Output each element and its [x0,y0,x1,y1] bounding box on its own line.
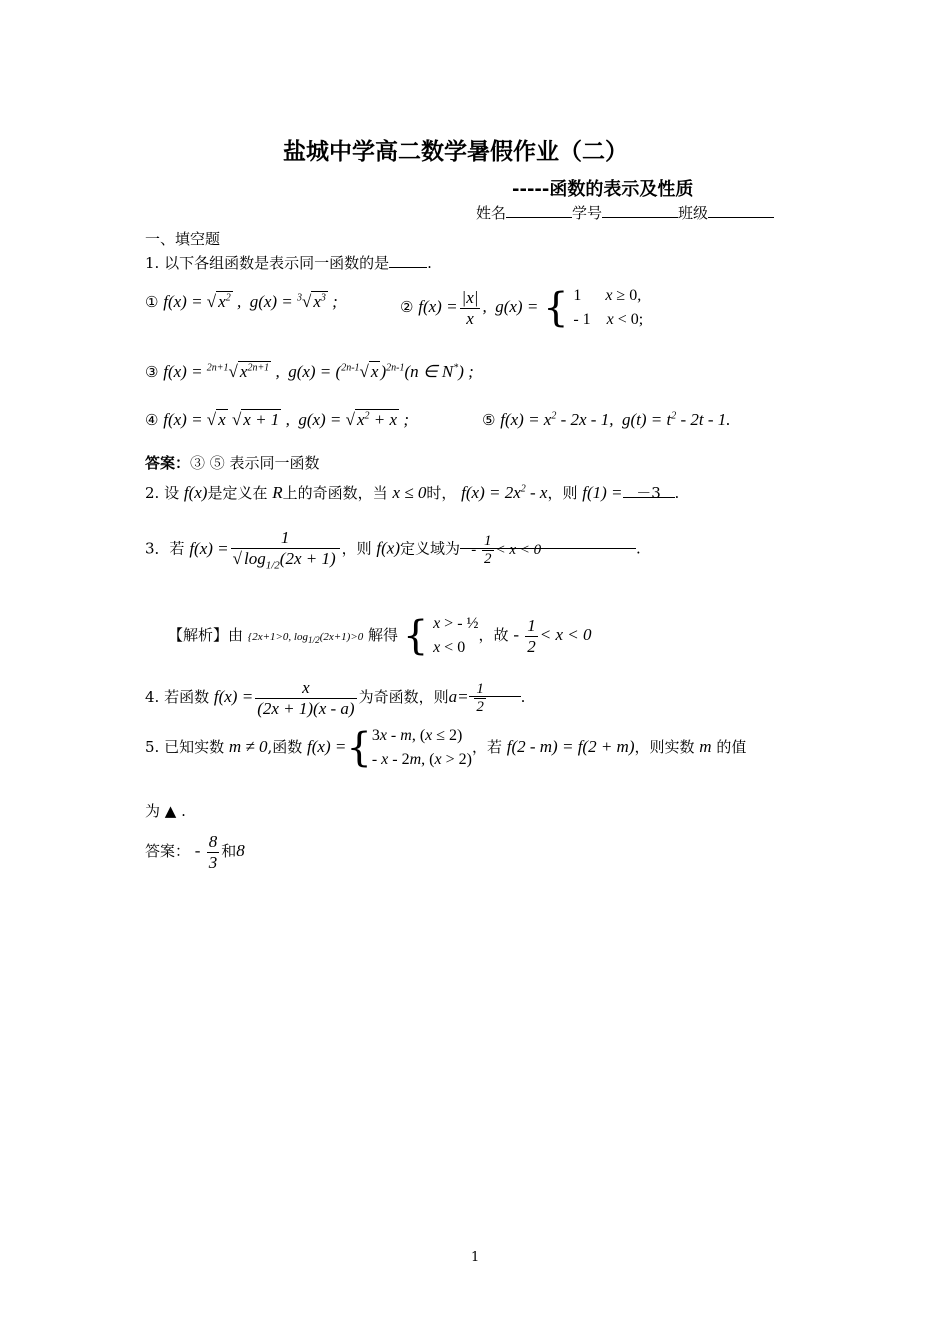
q4-answer-blank[interactable]: $\frac{1}{2}$ [469,681,521,697]
analysis-mid: 解得 [368,626,399,644]
q3-line [145,528,641,572]
id-blank[interactable] [602,202,678,218]
q2-text-2: 是定义在 [207,484,268,502]
page-title: 盐城中学高二数学暑假作业（二） [283,139,628,165]
q5-value-text: 的值 [716,738,747,756]
analysis-brace: { [402,613,429,659]
analysis-end: ，故 [478,626,509,644]
q5-then-text: ，则实数 [634,738,695,756]
q3-end: . [636,539,641,558]
analysis-result: - $\frac{1}{2}$ < x < 0 [513,616,592,656]
q5-fx: f(x) = [307,737,347,756]
q5-line-2: 为 ▲ . [145,802,186,820]
q1-answer-label: 答案： [145,454,191,472]
item-1-mark: ① [145,293,159,311]
item-2-mark: ② [400,298,414,316]
page-subtitle: -----函数的表示及性质 [512,179,694,200]
class-label: 班级 [678,204,709,222]
q2-answer-blank[interactable]: －3 [623,482,675,498]
item-2-formula: f(x) = $\frac{|x|}{x}$ , g(x) = [418,288,539,328]
q5-comma-fn: ,函数 [267,738,303,756]
q1-item-4 [145,410,409,430]
q5-answer-label: 答案： [145,841,191,860]
q4-end: . [520,687,526,706]
q1-answer [145,452,320,473]
q3-text-mid2: 定义域为 [400,539,461,558]
item-2-cases: 1 x ≥ 0, - 1 x < 0; [573,287,644,328]
q4-lead: 4. 若函数 [145,687,210,706]
q2-text-1: 2. 设 [145,484,180,502]
name-blank[interactable] [506,202,572,218]
q5-brace: { [346,725,372,771]
piecewise-brace: { [543,285,569,331]
q5-m: m [699,737,712,756]
q1-item-1 [145,292,338,312]
q2-text-5: ，则 [547,484,578,502]
item-5-formula: $f(x) = x^2 - 2x - 1$, $g(t) = t^2 - 2t - 1$. [500,410,731,429]
class-blank[interactable] [708,202,774,218]
analysis-system-2: x > - ½ x < 0 [433,615,479,656]
analysis-label: 【解析】由 [168,626,244,644]
q5-answer-value-1: - $\frac{8}{3}$ [194,832,218,872]
q5-cases: 3x - m, (x ≤ 2) - x - 2m, (x > 2) [371,727,472,768]
q1-item-3 [145,362,474,382]
q2-formula: $f(x) = 2x^2 - x$ [461,483,548,502]
item-4-mark: ④ [145,411,159,429]
q2-end: . [674,484,680,502]
q5-line [145,724,746,772]
q2-line [145,482,679,503]
q5-answer [145,832,245,872]
q5-answer-and: 和 [221,841,237,860]
q5-answer-value-2: 8 [236,840,245,860]
q1-item-5 [482,410,731,430]
page-number: 1 [471,1250,480,1265]
q5-if-text: ，若 [471,738,502,756]
q3-fx: f(x) [376,538,401,558]
q1-answer-blank[interactable] [389,252,427,268]
q1-stem-text: 1. 以下各组函数是表示同一函数的是 [145,254,390,272]
q1-stem [145,252,432,273]
item-1-formula: f(x) = √ $x^2$ , g(x) = $^3$√ $x^3$ ; [163,292,338,311]
q4-a-label: a= [448,686,469,706]
q1-stem-end: . [427,254,432,272]
q3-answer-blank[interactable]: - $\frac{1}{2}$ < x < 0 [460,533,636,549]
q2-text-4: 时， [426,484,457,502]
q2-text-3: 上的奇函数，当 [282,484,388,502]
q2-f1: f(1) = [582,483,623,502]
q5-equation: f(2 - m) = f(2 + m) [506,737,635,756]
q3-text-mid: ，则 [341,539,372,558]
q1-answer-text: ③ ⑤ 表示同一函数 [190,454,320,472]
name-label: 姓名 [476,204,507,222]
q2-fx: f(x) [183,483,208,502]
id-label: 学号 [572,204,603,222]
item-3-mark: ③ [145,363,159,381]
item-3-formula: f(x) = $^{2n+1}$√ $x^{2n+1}$ , g(x) = ($^{2n-1}$√ x )$^{2n-1}$(n ∈ N*) ; [163,362,474,381]
student-info-line [476,202,774,223]
q2-condition: x ≤ 0 [392,483,427,502]
section-heading: 一、填空题 [145,230,221,248]
q3-lead: 3．若 [145,539,185,558]
item-5-mark: ⑤ [482,411,496,429]
q5-lead: 5. 已知实数 [145,738,225,756]
q2-R: R [272,483,283,502]
q1-item-2 [400,284,643,332]
q4-line [145,678,525,718]
item-4-formula: f(x) = √ x √ x + 1 , g(x) = √ $x^2 + x$ ; [163,410,409,429]
q3-analysis [168,612,592,660]
q5-condition: m ≠ 0 [228,737,268,756]
q4-mid: 为奇函数，则 [358,687,449,706]
q4-formula: f(x) = $\frac{x}{(2x + 1)(x - a)}$ [213,678,355,718]
q3-formula: f(x) = $\frac{1}{√ \log_{1/2}(2x + 1)}$ [189,539,341,558]
analysis-system-1: {2x+1>0, $\log_{1/2}(2x+1)>0$ [247,631,364,646]
